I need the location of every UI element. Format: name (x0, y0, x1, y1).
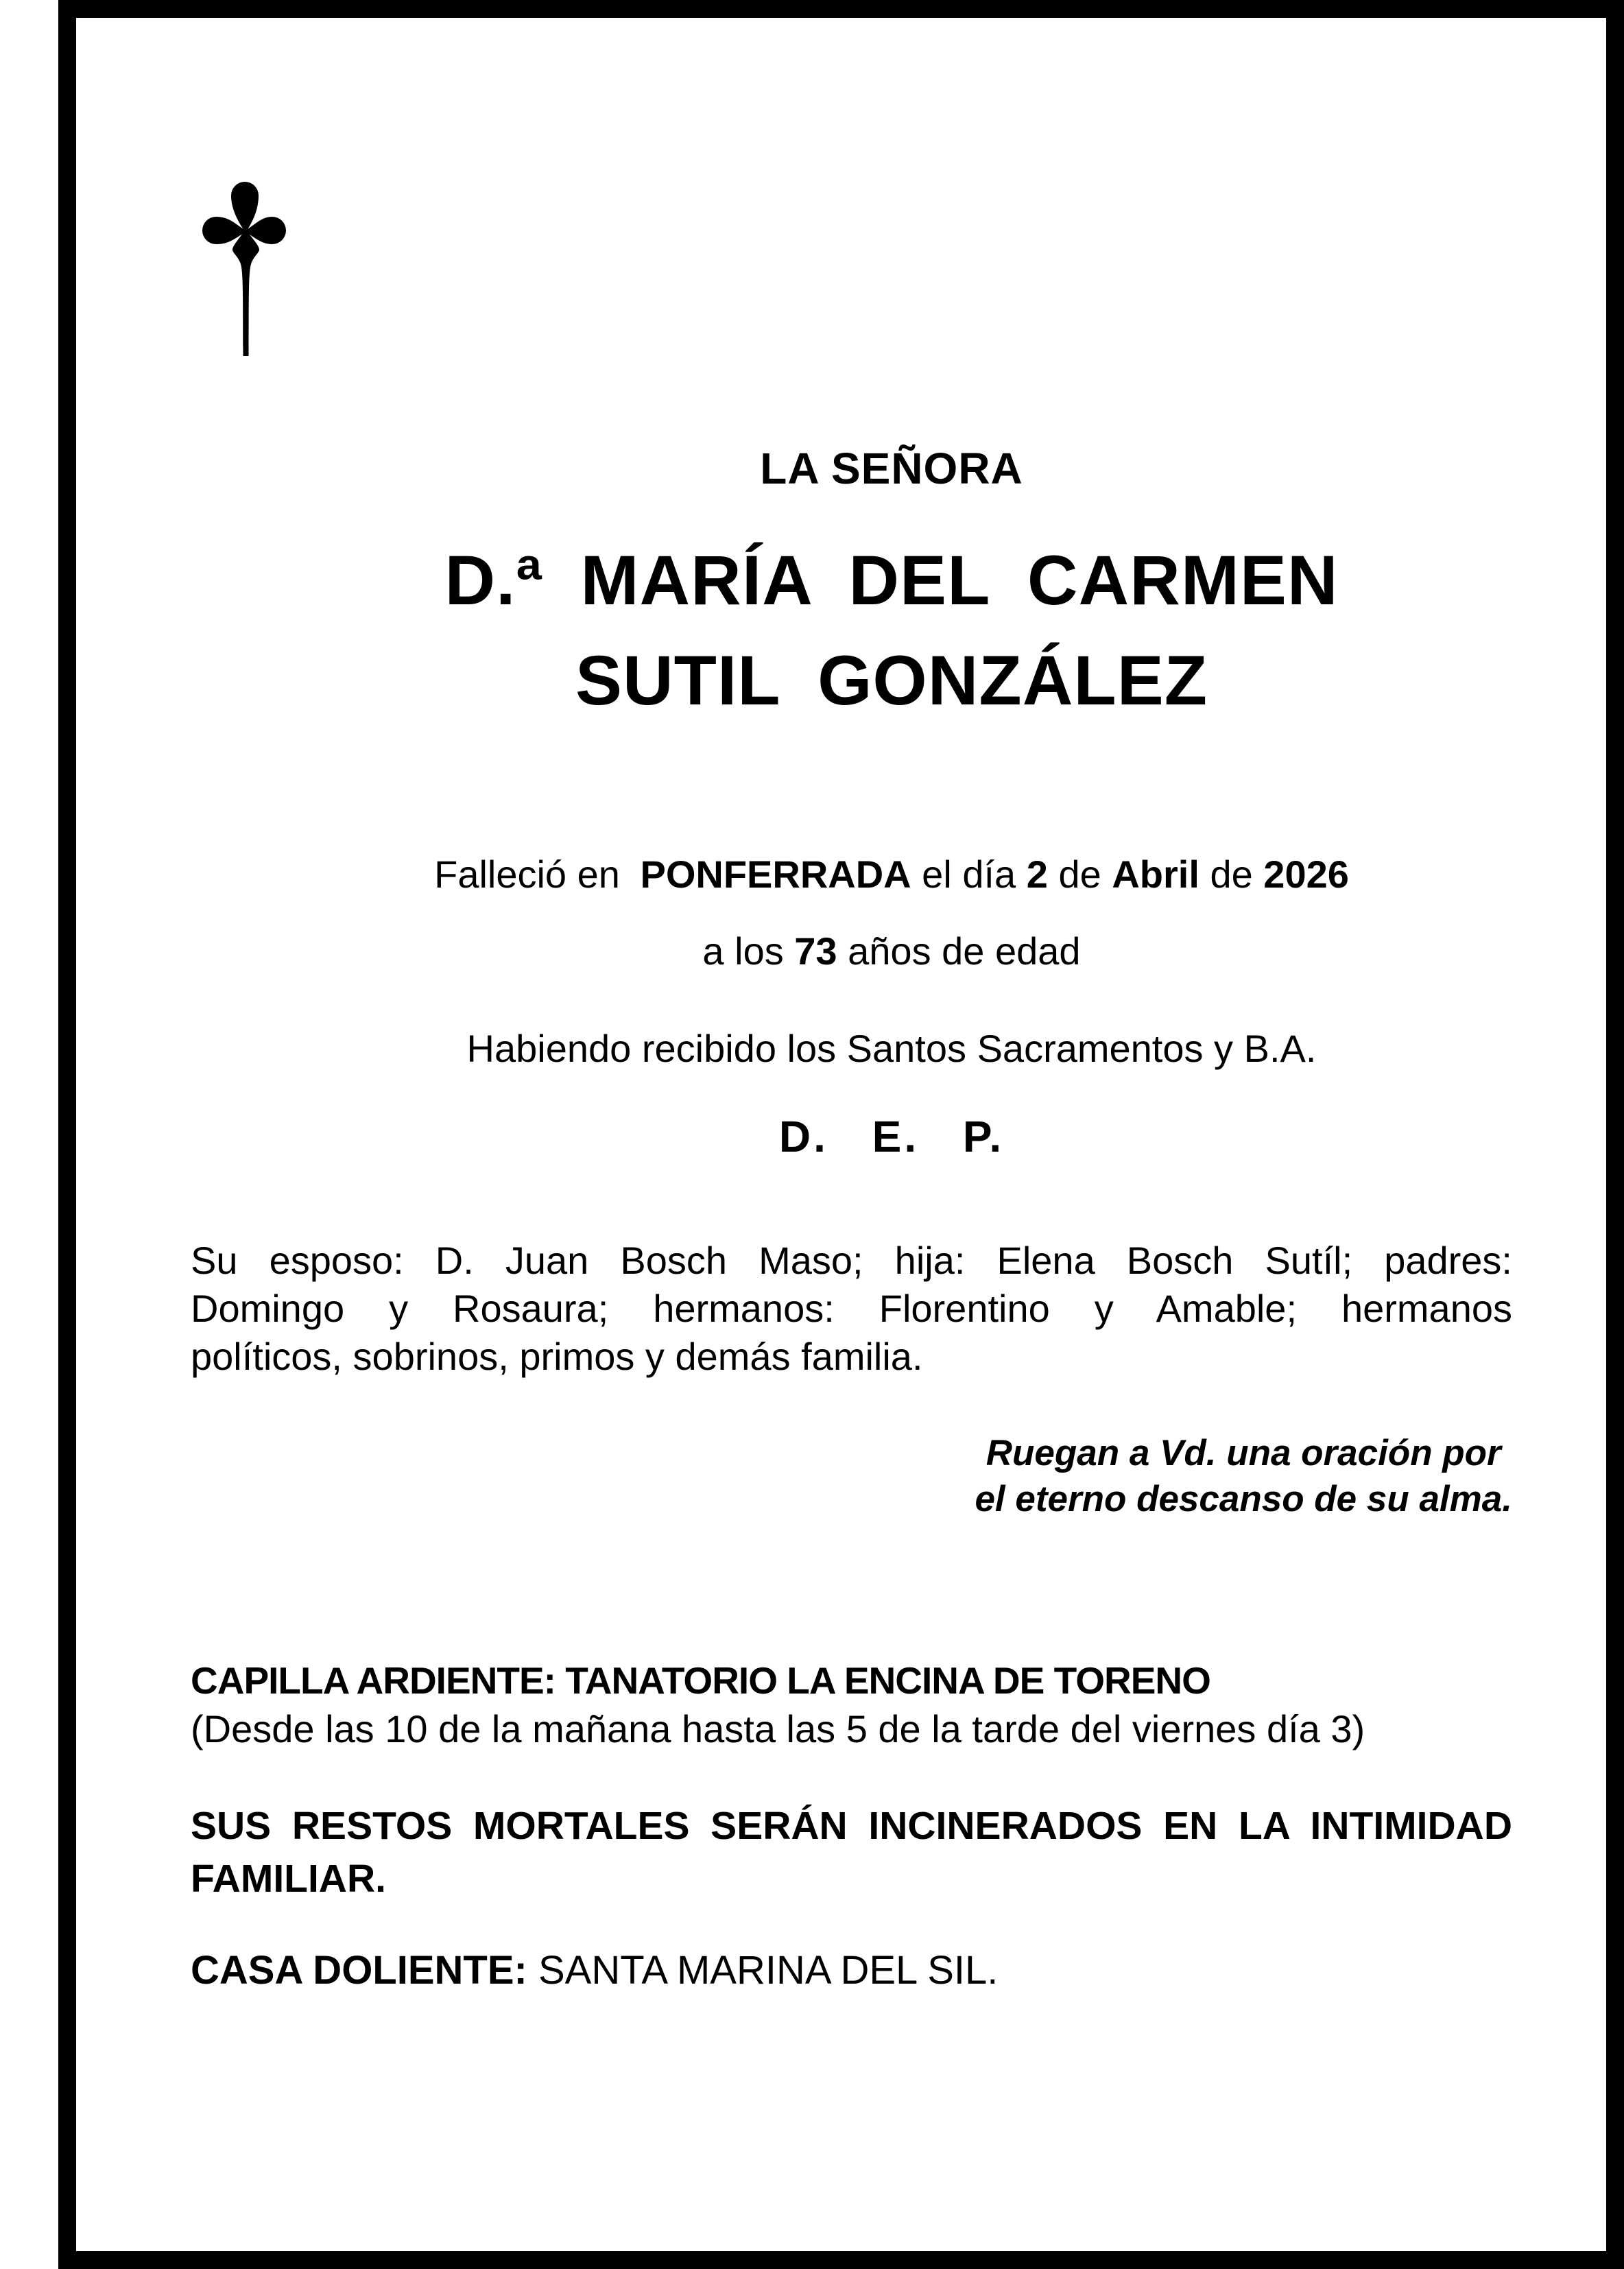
prayer-line1: Ruegan a Vd. una oración por (986, 1433, 1501, 1473)
casa-doliente-line (191, 1947, 1512, 1995)
casa-doliente-label: CASA DOLIENTE: (191, 1948, 527, 1993)
dep-line: D. E. P. (778, 1112, 1005, 1161)
death-month: Abril (1112, 853, 1199, 896)
death-day: 2 (1026, 853, 1048, 896)
deceased-name (191, 530, 1592, 730)
cremation-line2: FAMILIAR. (191, 1857, 386, 1901)
death-place: PONFERRADA (640, 853, 911, 896)
cross-icon (202, 180, 286, 357)
deceased-name-line1: D.ª MARÍA DEL CARMEN (444, 541, 1339, 619)
deceased-name-line2: SUTIL GONZÁLEZ (575, 641, 1208, 720)
cremation-line1: SUS RESTOS MORTALES SERÁN INCINERADOS EN LA INTIMIDAD (191, 1804, 1512, 1848)
page-title: LA SEÑORA (760, 444, 1023, 493)
cremation-notice (191, 1800, 1512, 1905)
age-post: años de edad (848, 929, 1081, 973)
death-de1: de (1058, 853, 1101, 896)
prayer-line2: el eterno descanso de su alma. (975, 1479, 1512, 1519)
family-line: Domingo y Rosaura; hermanos: Florentino y Amable; hermanos (191, 1287, 1512, 1330)
family-line: políticos, sobrinos, primos y demás familia. (191, 1335, 923, 1378)
age-pre: a los (702, 929, 784, 973)
death-intro: Falleció en (434, 853, 620, 896)
family-line: Su esposo: D. Juan Bosch Maso; hija: Elena Bosch Sutíl; padres: (191, 1239, 1512, 1282)
age-value: 73 (794, 929, 837, 973)
capilla-ardiente-line: CAPILLA ARDIENTE: TANATORIO LA ENCINA DE TORENO (191, 1659, 1210, 1702)
sacraments-line: Habiendo recibido los Santos Sacramentos y B.A. (466, 1027, 1317, 1070)
age-line (191, 927, 1592, 975)
death-year: 2026 (1263, 853, 1349, 896)
death-mid: el día (922, 853, 1016, 896)
prayer-block (975, 1430, 1512, 1522)
schedule-line: (Desde las 10 de la mañana hasta las 5 de la tarde del viernes día 3) (191, 1707, 1365, 1750)
death-date-line (191, 851, 1592, 899)
casa-doliente-value: SANTA MARINA DEL SIL. (538, 1948, 999, 1993)
death-de2: de (1210, 853, 1253, 896)
family-paragraph (191, 1237, 1512, 1381)
